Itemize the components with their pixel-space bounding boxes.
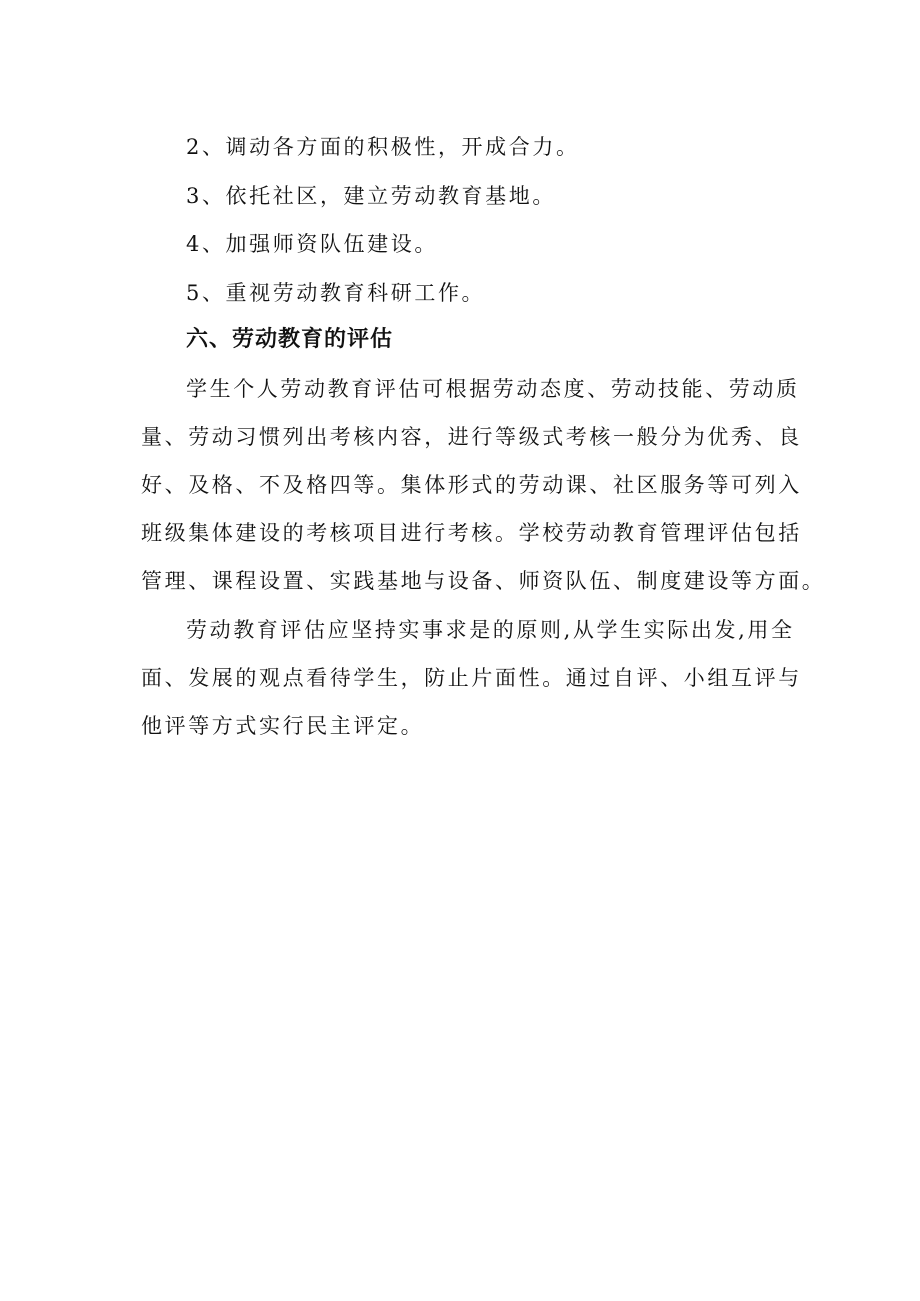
list-item: 3、依托社区，建立劳动教育基地。: [186, 184, 556, 208]
list-item: 2、调动各方面的积极性，开成合力。: [186, 135, 580, 159]
paragraph-line: 面、发展的观点看待学生，防止片面性。通过自评、小组互评与: [141, 666, 802, 690]
paragraph-line: 管理、课程设置、实践基地与设备、师资队伍、制度建设等方面。: [141, 569, 826, 593]
paragraph-line: 量、劳动习惯列出考核内容，进行等级式考核一般分为优秀、良: [141, 425, 802, 449]
paragraph-line: 好、及格、不及格四等。集体形式的劳动课、社区服务等可列入: [141, 473, 802, 497]
paragraph-line: 他评等方式实行民主评定。: [141, 714, 425, 738]
list-item: 4、加强师资队伍建设。: [186, 232, 438, 256]
section-heading: 六、劳动教育的评估: [186, 327, 394, 352]
paragraph-line: 劳动教育评估应坚持实事求是的原则,从学生实际出发,用全: [186, 618, 795, 642]
paragraph-line: 班级集体建设的考核项目进行考核。学校劳动教育管理评估包括: [141, 521, 802, 545]
paragraph-line: 学生个人劳动教育评估可根据劳动态度、劳动技能、劳动质: [186, 377, 800, 401]
list-item: 5、重视劳动教育科研工作。: [186, 281, 486, 305]
